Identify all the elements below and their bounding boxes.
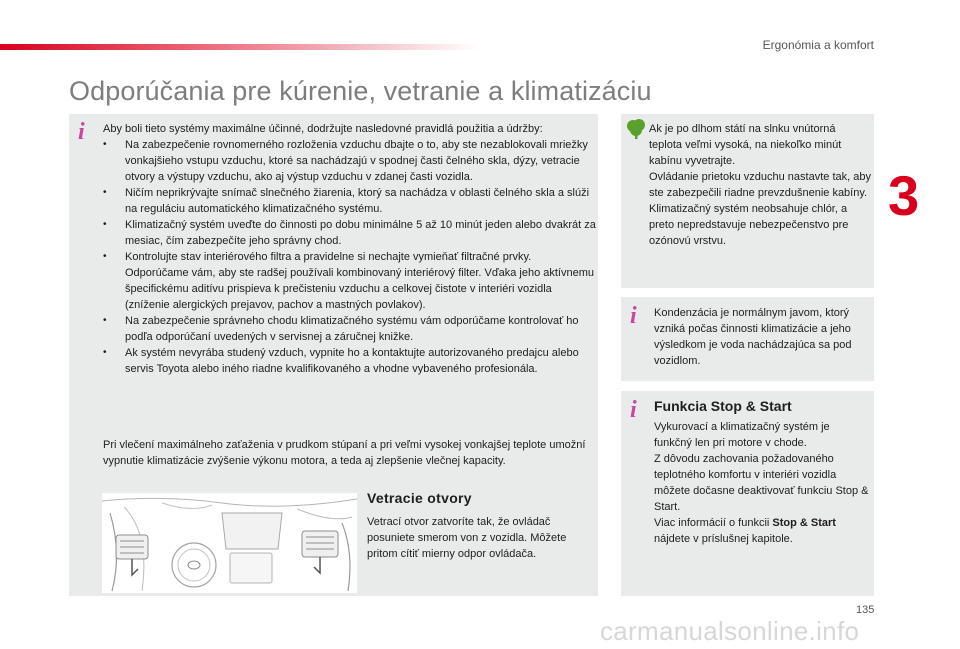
vents-description: Vetrací otvor zatvoríte tak, že ovládač posuniete smerom von z vozidla. Môžete pritom cítiť mierny odpor ovládača. [367,516,567,560]
rule-item [103,185,597,217]
stop-start-text-after: nájdete v príslušnej kapitole. [654,533,793,545]
bullet-icon: • [103,251,107,262]
towing-note: Pri vlečení maximálneho zaťaženia v prudkom stúpaní a pri veľmi vysokej vonkajšej teplote umožní vypnutie klimatizácie zvýšenie výkonu motora, a teda aj zlepšenie vlečnej kapacity. [103,439,586,467]
vents-heading: Vetracie otvory [367,490,472,506]
stop-start-bold: Stop & Start [772,517,836,529]
bullet-icon: • [103,219,107,230]
eco-tip-text: Ak je po dlhom státí na slnku vnútorná teplota veľmi vysoká, na niekoľko minút kabínu vyvetrajte. Ovládanie prietoku vzduchu nastavte tak, aby ste zabezpečili riadne prevzdušnenie kabíny. Klimatizačný systém neobsahuje chlór, a preto nepredstavuje nebezpečenstvo pre ozónovú vrstvu. [649,123,871,247]
eco-tree-icon [625,118,647,140]
watermark-text: carmanualsonline.info [600,616,860,646]
rule-text: Ak systém nevyrába studený vzduch, vypnite ho a kontaktujte autorizovaného predajcu alebo servis Toyota alebo iného riadne kvalifikovaného a vhodne vybaveného profesionála. [125,347,579,375]
rule-text: Na zabezpečenie rovnomerného rozloženia vzduchu dbajte o to, aby ste nezablokovali mriežky vonkajšieho vstupu vzduchu, ktoré sa nachádzajú v spodnej časti čelného skla, dýzy, vetracie otvory a výstupy vzduchu, ako aj výstup vzduchu v zdanej časti vozidla. [125,139,588,183]
maintenance-rules-list [103,137,597,377]
dashboard-vent-illustration [102,493,357,593]
dashboard-vent-drawing [102,493,357,593]
rule-text: Kontrolujte stav interiérového filtra a pravidelne si nechajte vymieňať filtračné prvky. Odporúčame vám, aby ste radšej používali kombinovaný interiérový filter. Vďaka jeho aktívnemu špecifickému aditívu prispieva k prečisteniu vzduchu a celkovej čistote v interiéri vozidla (zníženie alergických prejavov, pachov a mastných povlakov). [125,251,594,311]
chapter-number: 3 [888,164,920,227]
condensation-text: Kondenzácia je normálnym javom, ktorý vzniká počas činnosti klimatizácie a jeho výsledkom je voda nachádzajúca sa pod vozidlom. [654,307,852,367]
section-label: Ergonómia a komfort [762,38,874,52]
page-number: 135 [856,604,875,616]
rule-item [103,345,597,377]
rule-item [103,137,597,185]
rule-text: Klimatizačný systém uveďte do činnosti po dobu minimálne 5 až 10 minút jeden alebo dvakrát za mesiac, čím zabezpečíte jeho správny chod. [125,219,596,247]
rule-item [103,249,597,313]
rule-item [103,217,597,249]
bullet-icon: • [103,187,107,198]
bullet-icon: • [103,347,107,358]
header-accent-bar [0,44,480,50]
stop-start-text-before: Vykurovací a klimatizačný systém je funkčný len pri motore v chode. Z dôvodu zachovania požadovaného teplotného komfortu v interiéri vozidla môžete dočasne deaktivovať funkciu Stop & Start. Viac informácií o funkcii [654,421,869,529]
rule-text: Ničím neprikrývajte snímač slnečného žiarenia, ktorý sa nachádza v oblasti čelného skla a slúži na reguláciu automatického klimatizačného systému. [125,187,590,215]
bullet-icon: • [103,315,107,326]
maintenance-intro: Aby boli tieto systémy maximálne účinné, dodržujte nasledovné pravidlá použitia a údržby: [103,123,543,135]
rule-text: Na zabezpečenie správneho chodu klimatizačného systému vám odporúčame kontrolovať ho podľa odporúčaní uvedených v servisnej a záručnej knižke. [125,315,579,343]
info-icon: i [630,303,637,329]
info-icon: i [630,397,637,423]
stop-start-heading: Funkcia Stop & Start [654,398,792,414]
page-title: Odporúčania pre kúrenie, vetranie a klimatizáciu [69,76,652,106]
rule-item [103,313,597,345]
bullet-icon: • [103,139,107,150]
stop-start-text [654,419,870,547]
info-icon: i [78,119,85,145]
